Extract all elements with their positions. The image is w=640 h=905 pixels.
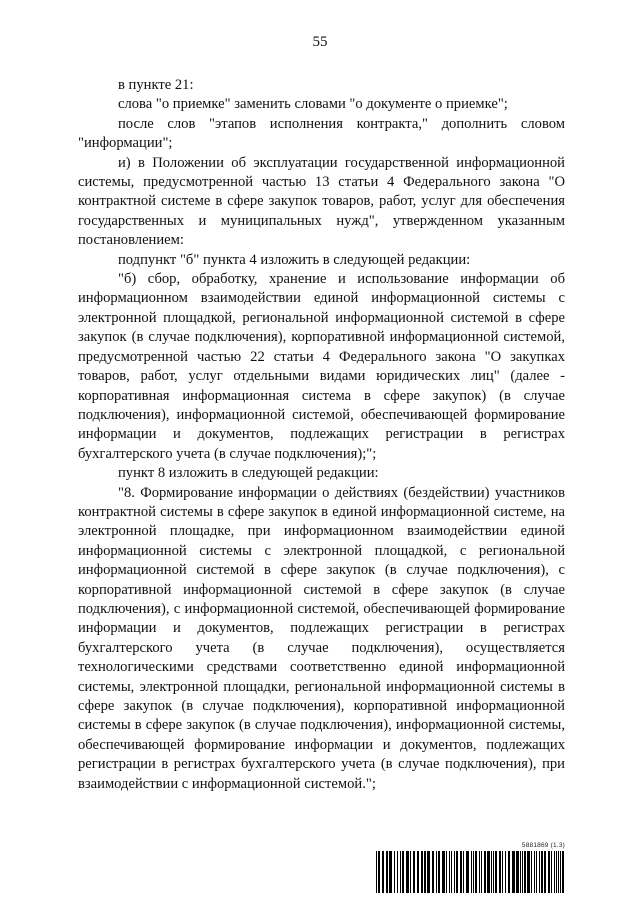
barcode-number: 5881869 (1.3): [521, 842, 565, 849]
barcode-icon: [375, 851, 565, 893]
paragraph-6: "б) сбор, обработку, хранение и использование информации об информационном взаимодействии единой информационной системы с электронной площадкой, региональной информационной системой в сфере закупок (в случае подключения), корпоративной информационной системой, предусмотренной частью 22 статьи 4 Федерального закона "О закупках товаров, работ, услуг отдельными видами юридических лиц" (далее - корпоративная информационная система в сфере закупок) (в случае подключения), информационной системой, обеспечивающей формирование информации и документов, подлежащих регистрации в регистрах бухгалтерского учета (в случае подключения);";: [78, 271, 565, 462]
page-number: 55: [312, 34, 328, 50]
paragraph-1: в пункте 21:: [118, 77, 194, 93]
paragraph-3: после слов "этапов исполнения контракта," дополнить словом "информации";: [78, 115, 565, 152]
document-body: [78, 76, 565, 794]
paragraph-5: подпункт "б" пункта 4 изложить в следующей редакции:: [118, 251, 471, 268]
paragraph-7: пункт 8 изложить в следующей редакции:: [118, 465, 379, 482]
paragraph-8: "8. Формирование информации о действиях (бездействии) участников контрактной системы в сфере закупок в единой информационной системе, на электронной площадке, при информационном взаимодействии единой информационной системы с электронной площадкой, с региональной информационной системой в сфере закупок (в случае подключения), с корпоративной информационной системой в сфере закупок (в случае подключения), с информационной системой, обеспечивающей формирование информации и документов, подлежащих регистрации в регистрах бухгалтерского учета (в случае подключения), осуществляется технологическими средствами соответственно единой информационной системы, электронной площадки, региональной информационной системы в сфере закупок (в случае подключения), корпоративной информационной системы в сфере закупок (в случае подключения), информационной системы, обеспечивающей формирование информации и документов, подлежащих регистрации в регистрах бухгалтерского учета (в случае подключения), при взаимодействии с информационной системой.";: [78, 484, 565, 792]
paragraph-4: и) в Положении об эксплуатации государственной информационной системы, предусмотренной частью 13 статьи 4 Федерального закона "О контрактной системе в сфере закупок товаров, работ, услуг для обеспечения государственных и муниципальных нужд", утвержденном указанным постановлением:: [78, 154, 565, 249]
barcode-block: [375, 842, 565, 893]
paragraph-2: слова "о приемке" заменить словами "о документе о приемке";: [118, 96, 508, 113]
